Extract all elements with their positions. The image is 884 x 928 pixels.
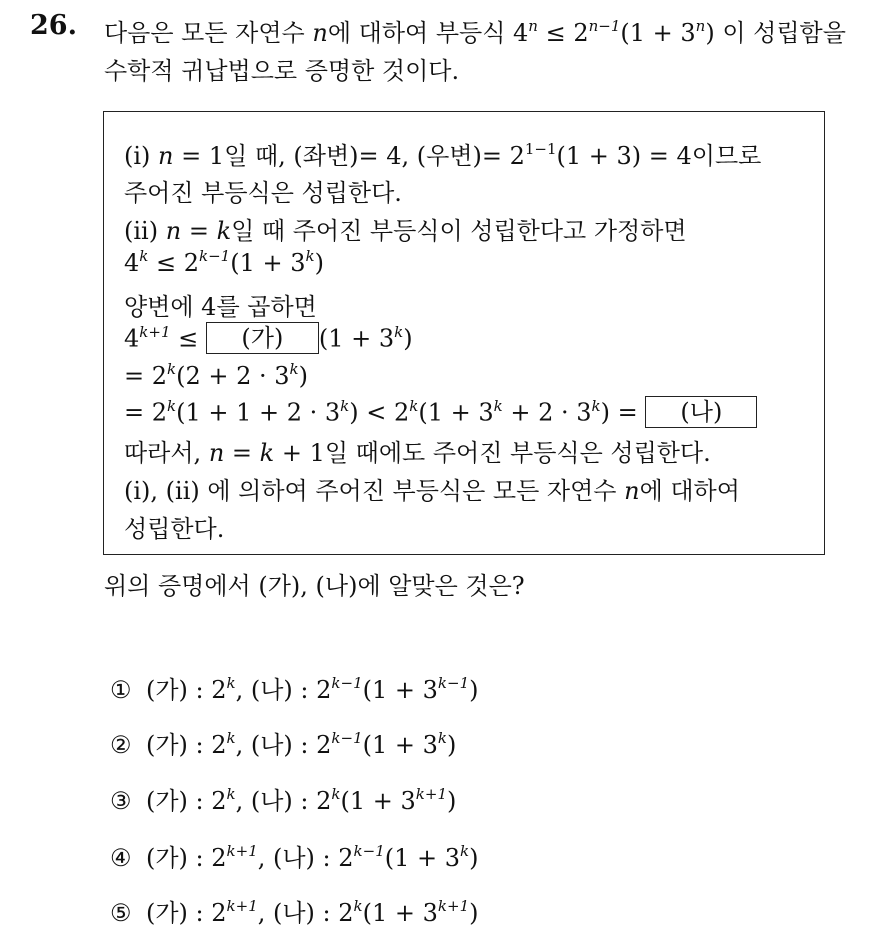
proof-line-9: 따라서, n = k + 1일 때에도 주어진 부등식은 성립한다. xyxy=(124,439,711,467)
blank-na: (나) xyxy=(645,396,757,428)
proof-line-10: (i), (ii) 에 의하여 주어진 부등식은 모든 자연수 n에 대하여 xyxy=(124,477,740,505)
proof-line-2: 주어진 부등식은 성립한다. xyxy=(124,179,402,207)
proof-line-4: $4^k \le 2^{k-1}(1 + 3^k)$ xyxy=(124,247,324,277)
choice-2[interactable]: ② (가) : 2$^k$, (나) : $2^{k-1}(1 + 3^k)$ xyxy=(110,729,457,759)
proof-line-8: = $2^k(1 + 1 + 2 \cdot 3^k) < 2^k(1 + 3^k + 2 \cdot 3^k)$ = (나) xyxy=(124,398,757,430)
choice-number: ② xyxy=(110,731,132,759)
proof-line-11: 성립한다. xyxy=(124,515,225,543)
choice-number: ③ xyxy=(110,787,132,815)
proof-line-6: $4^{k+1}$ ≤ (가) $(1 + 3^k)$ xyxy=(124,322,413,353)
choice-3[interactable]: ③ (가) : 2$^k$, (나) : $2^k(1 + 3^{k+1})$ xyxy=(110,785,457,815)
choice-5[interactable]: ⑤ (가) : $2^{k+1}$, (나) : $2^k(1 + 3^{k+1})$ xyxy=(110,897,479,927)
question-prompt: 위의 증명에서 (가), (나)에 알맞은 것은? xyxy=(104,572,525,600)
question-number: 26. xyxy=(30,10,77,41)
choice-number: ⑤ xyxy=(110,899,132,927)
choice-number: ① xyxy=(110,676,132,704)
choice-1[interactable]: ① (가) : 2$^k$, (나) : $2^{k-1}(1 + 3^{k-1})$ xyxy=(110,674,479,704)
proof-line-7: = $2^k(2 + 2 \cdot 3^k)$ xyxy=(124,360,309,390)
proof-line-3: (ii) n = k일 때 주어진 부등식이 성립한다고 가정하면 xyxy=(124,217,687,245)
proof-line-5: 양변에 4를 곱하면 xyxy=(124,293,317,321)
question-stem-line-2: 수학적 귀납법으로 증명한 것이다. xyxy=(104,57,460,85)
proof-line-1: (i) n = 1일 때, (좌변)= 4, (우변)= $2^{1-1}(1 + 3) = 4$이므로 xyxy=(124,140,762,170)
question-stem-line-1: 다음은 모든 자연수 n에 대하여 부등식 $4^n \le 2^{n-1}(1 + 3^n)$ 이 성립함을 xyxy=(104,17,846,47)
choice-4[interactable]: ④ (가) : $2^{k+1}$, (나) : $2^{k-1}(1 + 3^k)$ xyxy=(110,842,479,872)
blank-ga: (가) xyxy=(206,322,319,354)
choice-number: ④ xyxy=(110,844,132,872)
